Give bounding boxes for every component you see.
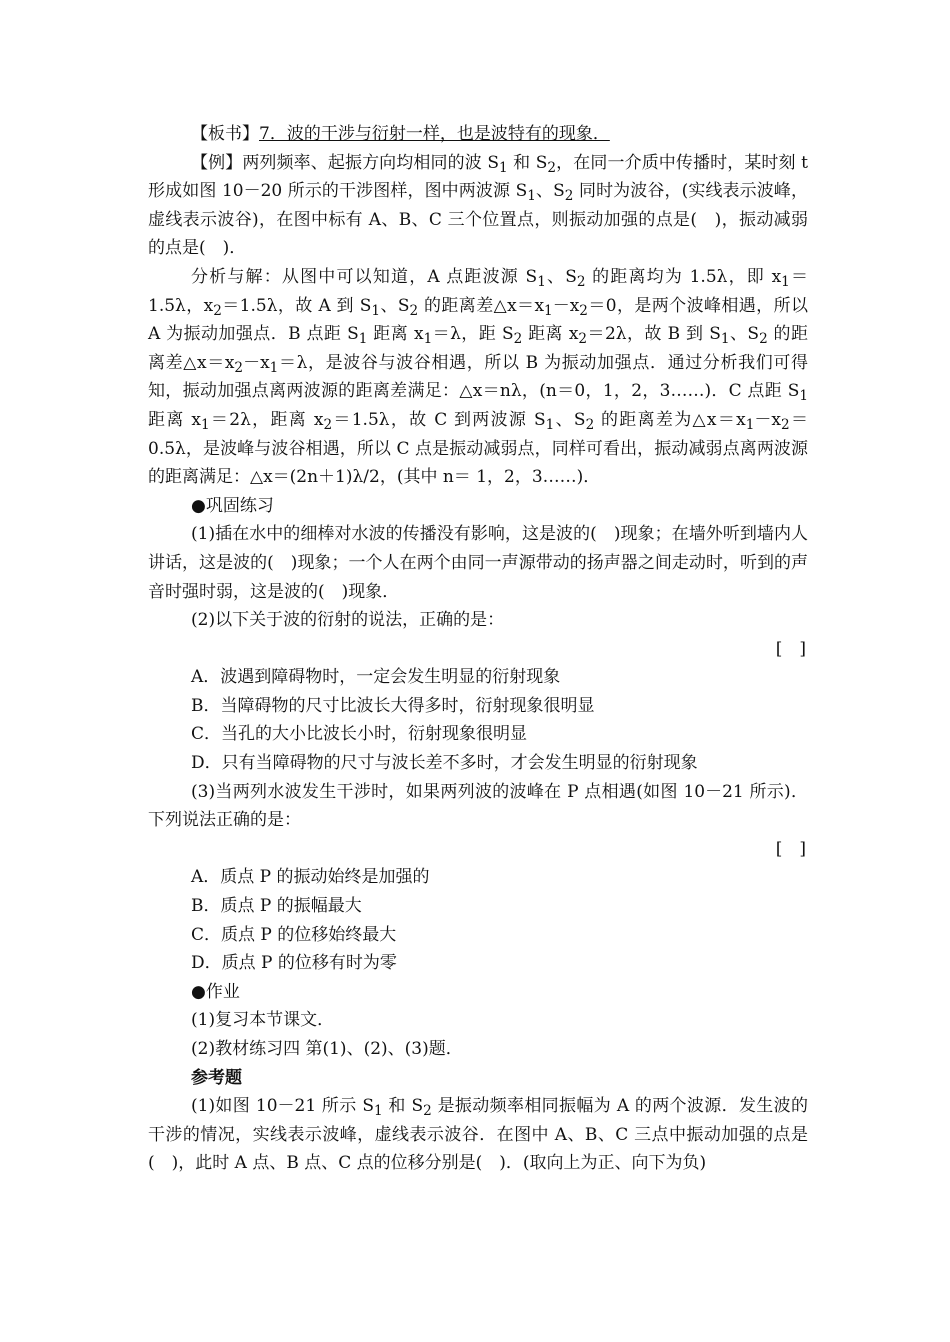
question-3: (3)当两列水波发生干涉时，如果两列波的波峰在 P 点相遇(如图 10－21 所示)．下列说法正确的是： [148,781,808,831]
homework-item-1: (1)复习本节课文． [191,1010,335,1031]
board-line [148,120,808,149]
answer-bracket-2: [ ] [775,638,806,659]
q3-option-b: B．质点 P 的振幅最大 [191,896,362,917]
q2-option-c: C．当孔的大小比波长小时，衍射现象很明显 [191,724,528,745]
question-2: (2)以下关于波的衍射的说法，正确的是： [191,610,505,631]
board-label: 【板书】 [191,124,259,144]
q2-option-d: D．只有当障碍物的尺寸与波长差不多时，才会发生明显的衍射现象 [191,753,698,774]
reference-question-1: (1)如图 10－21 所示 $S_1$ 和 $S_2$ 是振动频率相同振幅为 A 的两个波源．发生波的干涉的情况，实线表示波峰，虚线表示波谷．在图中 A、B、C 三点中振动加强的点是( )，此时 A 点、B 点、C 点的位移分别是( )．(取向上为正、向下为负) [148,1096,808,1174]
example-paragraph: 【例】两列频率、起振方向均相同的波 $S_1$ 和 $S_2$，在同一介质中传播时，某时刻 t 形成如图 10－20 所示的干涉图样，图中两波源 $S_1$、$S_2$ 同时为波谷，(实线表示波峰，虚线表示波谷)，在图中标有 A、B、C 三个位置点，则振动加强的点是( )，振动减弱的点是( )． [148,152,808,259]
homework-heading: ●作业 [191,981,240,1002]
q2-option-b: B．当障碍物的尺寸比波长大得多时，衍射现象很明显 [191,695,595,716]
q3-option-a: A．质点 P 的振动始终是加强的 [191,867,430,888]
question-1: (1)插在水中的细棒对水波的传播没有影响，这是波的( )现象；在墙外听到墙内人讲话，这是波的( )现象；一个人在两个由同一声源带动的扬声器之间走动时，听到的声音时强时弱，这是波的( )现象． [148,524,808,602]
reference-heading: 参考题 [191,1067,242,1088]
answer-bracket-3: [ ] [775,838,806,859]
analysis-paragraph: 分析与解：从图中可以知道，A 点距波源 $S_1$、$S_2$ 的距离均为 1.5λ，即 $x_1=1.5\lambda$，$x_2=1.5\lambda$，故 A 到 $S_1$、$S_2$ 的距离差$\triangle x=x_1-x_2=0$，是两个波峰相遇，所以 A 为振动加强点．B 点距 $S_1$ 距离 $x_1=\lambda$，距 $S_2$ 距离 $x_2=2\lambda$，故 B 到 $S_1$、$S_2$ 的距离差$\triangle x=x_2-x_1=\lambda$，是波谷与波谷相遇，所以 B 为振动加强点．通过分析我们可得知，振动加强点离两波源的距离差满足：△x＝nλ，(n＝0，1，2，3……)．C 点距 $S_1$ 距离 $x_1=2\lambda$，距离 $x_2=1.5\lambda$，故 C 到两波源 $S_1$、$S_2$ 的距离差为$\triangle x=x_1-x_2=0.5\lambda$，是波峰与波谷相遇，所以 C 点是振动减弱点，同样可看出，振动减弱点离两波源的距离满足：△x＝(2n＋1)λ/2，(其中 n＝ 1，2，3……)． [148,266,809,488]
board-text: 7．波的干涉与衍射一样，也是波特有的现象． [259,124,610,144]
q2-option-a: A．波遇到障碍物时，一定会发生明显的衍射现象 [191,667,561,688]
homework-item-2: (2)教材练习四 第(1)、(2)、(3)题． [191,1039,463,1059]
q3-option-d: D．质点 P 的位移有时为零 [191,953,397,974]
example-label: 【例】 [191,152,243,173]
q3-option-c: C．质点 P 的位移始终最大 [191,924,397,945]
document-page [148,120,808,1178]
consolidate-heading: ●巩固练习 [191,495,274,516]
